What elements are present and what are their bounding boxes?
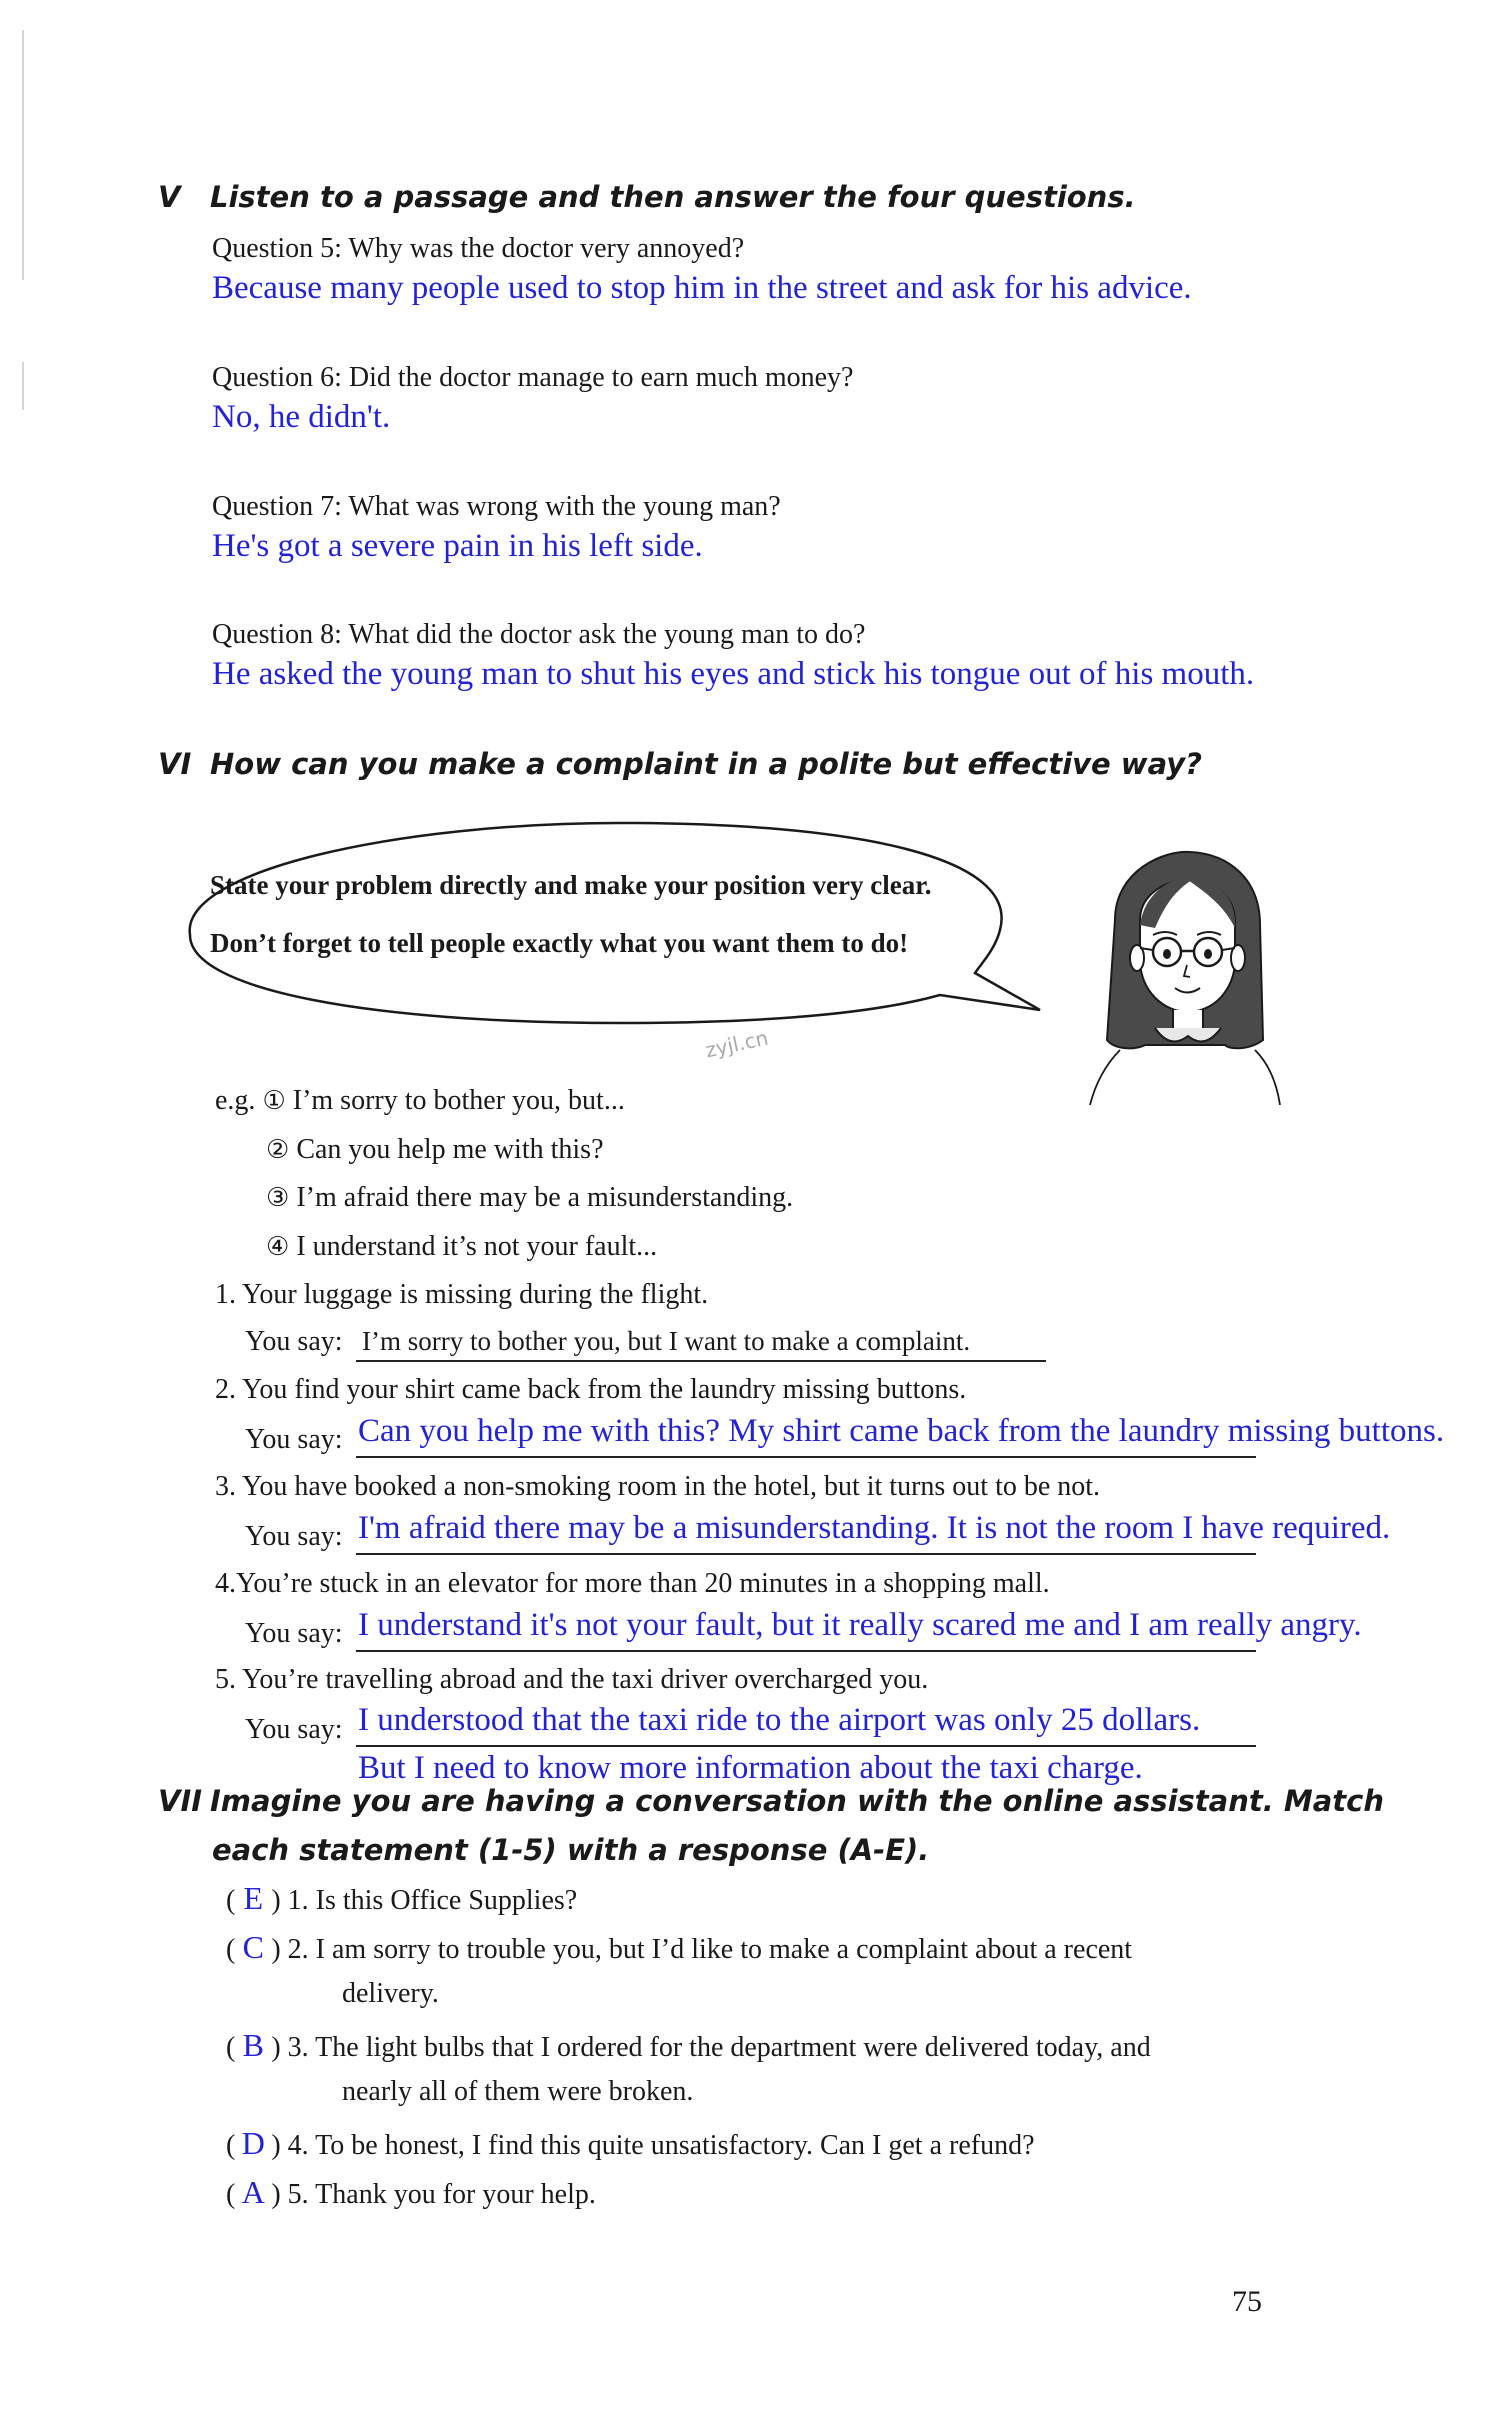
match-answer-4: D (241, 2125, 265, 2161)
scan-margin-mark (22, 30, 24, 280)
section-6-heading (158, 747, 1202, 781)
you-say-label-2: You say: (245, 1424, 343, 1455)
response-line-2 (356, 1456, 1256, 1458)
situation-5-number: 5. (215, 1664, 236, 1695)
section-7-title-line-2: each statement (1-5) with a response (A-E). (212, 1833, 930, 1867)
section-5-title: Listen to a passage and then answer the four questions. (210, 180, 1136, 214)
situation-1-text: Your luggage is missing during the flight. (241, 1279, 709, 1310)
example-2-number: ② (266, 1135, 290, 1165)
eg-label: e.g. (215, 1085, 256, 1116)
woman-illustration (1085, 850, 1285, 1105)
response-5-continued: But I need to know more information about the taxi charge. (358, 1750, 1143, 1786)
match-item-2-number: 2. (287, 1934, 309, 1965)
example-3-number: ③ (266, 1183, 290, 1213)
situation-2-text: You find your shirt came back from the laundry missing buttons. (241, 1374, 967, 1405)
situation-3-number: 3. (215, 1471, 236, 1502)
section-5-heading (158, 180, 1136, 214)
match-answer-1: E (243, 1880, 264, 1916)
section-7-heading (158, 1784, 1384, 1818)
response-1: I’m sorry to bother you, but I want to make a complaint. (362, 1326, 971, 1356)
answer-6: No, he didn't. (212, 399, 391, 435)
match-item-5-text: Thank you for your help. (315, 2179, 596, 2210)
match-item-4: ( D ) 4. To be honest, I find this quite unsatisfactory. Can I get a refund? (226, 2125, 1035, 2161)
response-line-3 (356, 1553, 1256, 1555)
watermark: zyjl.cn (703, 1025, 771, 1063)
situation-3-text: You have booked a non-smoking room in the hotel, but it turns out to be not. (241, 1471, 1101, 1502)
situation-5 (215, 1664, 928, 1696)
response-3: I'm afraid there may be a misunderstanding. It is not the room I have required. (358, 1510, 1391, 1546)
scan-margin-mark (22, 362, 24, 410)
example-1-text: I’m sorry to bother you, but... (292, 1085, 625, 1116)
response-2: Can you help me with this? My shirt came back from the laundry missing buttons. (358, 1413, 1445, 1449)
response-line-4 (356, 1650, 1256, 1652)
response-line-5 (356, 1745, 1256, 1747)
answer-7: He's got a severe pain in his left side. (212, 528, 703, 564)
bubble-line-2: Don’t forget to tell people exactly what you want them to do! (210, 928, 909, 958)
match-item-3-number: 3. (287, 2032, 309, 2063)
match-item-3-continued: nearly all of them were broken. (342, 2076, 694, 2107)
answer-5: Because many people used to stop him in the street and ask for his advice. (212, 270, 1192, 306)
you-say-label-3: You say: (245, 1521, 343, 1552)
example-1 (215, 1085, 625, 1117)
situation-1-number: 1. (215, 1279, 236, 1310)
match-item-4-text: To be honest, I find this quite unsatisfactory. Can I get a refund? (315, 2130, 1035, 2161)
question-6: Question 6: Did the doctor manage to earn much money? (212, 362, 854, 393)
match-item-3: ( B ) 3. The light bulbs that I ordered for the department were delivered today, and (226, 2027, 1151, 2063)
response-4: I understand it's not your fault, but it really scared me and I am really angry. (358, 1607, 1362, 1643)
example-2 (266, 1134, 604, 1166)
match-item-1-text: Is this Office Supplies? (315, 1885, 578, 1916)
match-item-2-text: I am sorry to trouble you, but I’d like to make a complaint about a recent (315, 1934, 1133, 1965)
match-item-1: ( E ) 1. Is this Office Supplies? (226, 1880, 578, 1916)
example-1-number: ① (262, 1086, 286, 1116)
situation-5-text: You’re travelling abroad and the taxi driver overcharged you. (241, 1664, 929, 1695)
section-6-number: VI (158, 747, 192, 781)
situation-2-number: 2. (215, 1374, 236, 1405)
example-4-number: ④ (266, 1232, 290, 1262)
situation-4 (215, 1568, 1050, 1600)
response-5: I understood that the taxi ride to the airport was only 25 dollars. (358, 1702, 1201, 1738)
section-7-number: VII (158, 1784, 203, 1818)
section-6-title: How can you make a complaint in a polite but effective way? (210, 747, 1203, 781)
question-7: Question 7: What was wrong with the young man? (212, 491, 781, 522)
situation-4-text: You’re stuck in an elevator for more than 20 minutes in a shopping mall. (236, 1568, 1050, 1599)
match-answer-5: A (241, 2174, 265, 2210)
page-number: 75 (1232, 2285, 1262, 2318)
situation-2 (215, 1374, 966, 1406)
match-answer-3: B (242, 2027, 264, 2063)
situation-1 (215, 1279, 708, 1311)
example-4 (266, 1231, 657, 1263)
question-8: Question 8: What did the doctor ask the young man to do? (212, 619, 866, 650)
you-say-label-5: You say: (245, 1714, 343, 1745)
match-item-4-number: 4. (287, 2130, 309, 2161)
question-5: Question 5: Why was the doctor very annoyed? (212, 233, 745, 264)
example-3-text: I’m afraid there may be a misunderstanding. (296, 1182, 794, 1213)
example-4-text: I understand it’s not your fault... (296, 1231, 658, 1262)
match-item-5: ( A ) 5. Thank you for your help. (226, 2174, 596, 2210)
match-item-2: ( C ) 2. I am sorry to trouble you, but I’d like to make a complaint about a recent (226, 1929, 1133, 1965)
match-item-3-text: The light bulbs that I ordered for the department were delivered today, and (315, 2032, 1151, 2063)
response-line-1 (356, 1360, 1046, 1362)
match-item-5-number: 5. (287, 2179, 309, 2210)
match-answer-2: C (242, 1929, 264, 1965)
match-item-1-number: 1. (287, 1885, 309, 1916)
you-say-label-1: You say: (245, 1326, 343, 1357)
match-item-2-continued: delivery. (342, 1978, 439, 2009)
section-5-number: V (158, 180, 181, 214)
you-say-label-4: You say: (245, 1618, 343, 1649)
situation-4-number: 4. (215, 1568, 236, 1599)
bubble-line-1: State your problem directly and make your position very clear. (210, 870, 932, 900)
situation-3 (215, 1471, 1100, 1503)
speech-bubble (150, 815, 1050, 1030)
answer-8: He asked the young man to shut his eyes and stick his tongue out of his mouth. (212, 656, 1255, 692)
section-7-title-line-1: Imagine you are having a conversation with the online assistant. Match (210, 1784, 1384, 1818)
example-2-text: Can you help me with this? (296, 1134, 604, 1165)
example-3 (266, 1182, 793, 1214)
